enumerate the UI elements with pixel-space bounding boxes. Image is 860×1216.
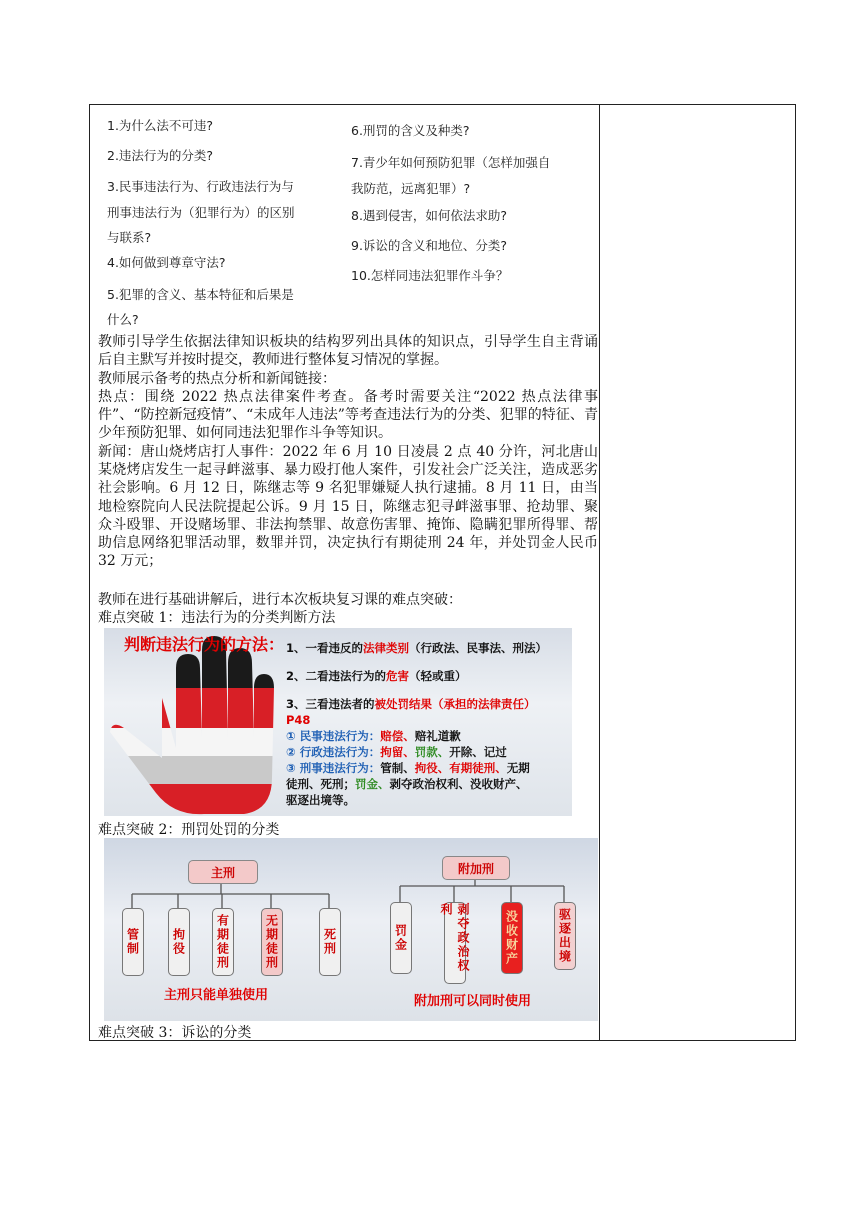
- question: 3.民事违法行为、行政违法行为与: [107, 179, 294, 194]
- additional-penalty-item: 没收财产: [501, 902, 523, 974]
- question: 1.为什么法不可违?: [107, 118, 214, 133]
- main-penalty-title: 主刑: [188, 860, 258, 884]
- paragraph: 新闻：唐山烧烤店打人事件：2022 年 6 月 10 日凌晨 2 点 40 分许，河北唐山某烧烤店发生一起寻衅滋事、暴力殴打他人案件，引发社会广泛关注，造成恶劣社会影响。6 月 12 日，陈继志等 9 名犯罪嫌疑人执行逮捕。8 月 11 日，由当地检察院向人民法院提起公诉。9 月 15 日，陈继志犯寻衅滋事罪、抢劫罪、聚众斗殴罪、开设赌场罪、非法拘禁罪、故意伤害罪、掩饰、隐瞒犯罪所得罪、帮助信息网络犯罪活动罪，数罪并罚，决定执行有期徒刑 24 年，并处罚金人民币 32 万元；: [98, 444, 598, 570]
- method-title: 判断违法行为的方法：: [124, 635, 285, 654]
- question: 9.诉讼的含义和地位、分类?: [351, 238, 508, 253]
- paragraph: 教师在进行基础讲解后，进行本次板块复习课的难点突破：: [98, 592, 462, 608]
- additional-penalty-item: 剥夺政治权利: [444, 902, 466, 984]
- section-label: 难点突破 1：违法行为的分类判断方法: [98, 610, 336, 626]
- hand-icon: [104, 628, 304, 816]
- section-label: 难点突破 3：诉讼的分类: [98, 1025, 252, 1041]
- question: 5.犯罪的含义、基本特征和后果是: [107, 287, 294, 302]
- question: 4.如何做到尊章守法?: [107, 255, 226, 270]
- question: 7.青少年如何预防犯罪（怎样加强自: [351, 155, 551, 170]
- punishment-diagram: [104, 838, 598, 1021]
- main-penalty-item: 死刑: [319, 908, 341, 976]
- question: 6.刑罚的含义及种类?: [351, 123, 470, 138]
- question: 什么?: [107, 312, 139, 327]
- paragraph: 教师展示备考的热点分析和新闻链接：: [98, 371, 336, 387]
- method-text: 1、一看违反的法律类别（行政法、民事法、刑法） 2、二看违法行为的危害（轻或重） 3、三看违法者的被处罚结果（承担的法律责任） P48 ① 民事违法行为：赔偿、赔礼道歉 ② 行政违法行为：拘留、罚款、开除、记过 ③ 刑事违法行为：管制、拘役、有期徒刑、无期 徒刑、死刑；罚金、剥夺政治权利、没收财产、 驱逐出境等。: [286, 641, 548, 807]
- question: 刑事违法行为（犯罪行为）的区别: [107, 205, 295, 220]
- main-penalty-item: 有期徒刑: [212, 908, 234, 976]
- paragraph: 热点：围绕 2022 热点法律案件考查。备考时需要关注“2022 热点法律事件”、“防控新冠疫情”、“未成年人违法”等考查违法行为的分类、犯罪的特征、青少年预防犯罪、如何同违法犯罪作斗争等知识。: [98, 389, 598, 442]
- question: 我防范，远离犯罪）?: [351, 181, 471, 196]
- main-penalty-item: 管制: [122, 908, 144, 976]
- lesson-table: [89, 104, 796, 1041]
- paragraph: 教师引导学生依据法律知识板块的结构罗列出具体的知识点，引导学生自主背诵后自主默写并按时提交，教师进行整体复习情况的掌握。: [98, 334, 598, 369]
- main-penalty-note: 主刑只能单独使用: [164, 988, 269, 1003]
- method-image: [104, 628, 572, 816]
- question: 10.怎样同违法犯罪作斗争？: [351, 268, 509, 283]
- main-penalty-item: 拘役: [168, 908, 190, 976]
- question: 与联系?: [107, 230, 152, 245]
- column-divider: [599, 105, 600, 1040]
- question: 8.遇到侵害，如何依法求助?: [351, 208, 508, 223]
- additional-penalty-item: 罚金: [390, 902, 412, 974]
- additional-penalty-item: 驱逐出境: [554, 902, 576, 970]
- question: 2.违法行为的分类?: [107, 148, 214, 163]
- main-penalty-item: 无期徒刑: [261, 908, 283, 976]
- additional-penalty-title: 附加刑: [442, 856, 510, 880]
- additional-penalty-note: 附加刑可以同时使用: [414, 994, 532, 1009]
- section-label: 难点突破 2：刑罚处罚的分类: [98, 822, 280, 838]
